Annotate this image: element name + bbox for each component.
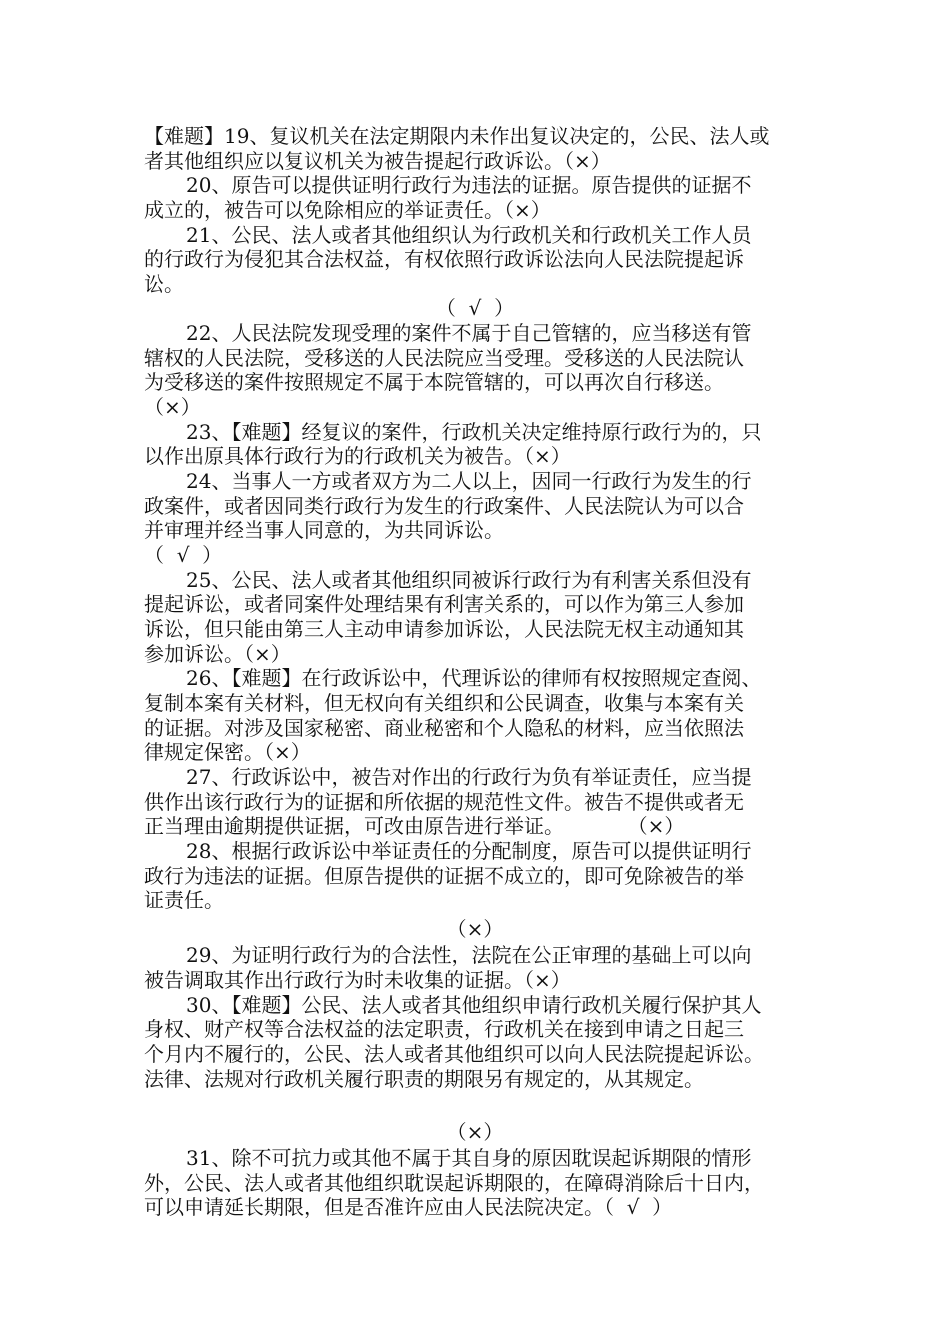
q25-line-4: 参加诉讼。（×） bbox=[144, 642, 291, 666]
q25-line-1: 25、公民、法人或者其他组织同被诉行政行为有利害关系但没有 bbox=[186, 568, 752, 592]
q30-line-2: 身权、财产权等合法权益的法定职责，行政机关在接到申请之日起三 bbox=[144, 1017, 744, 1041]
q24-line-2: 政案件，或者因同类行政行为发生的行政案件、人民法院认为可以合 bbox=[144, 494, 744, 518]
q19-line-1: 【难题】19、复议机关在法定期限内未作出复议决定的，公民、法人或 bbox=[144, 124, 770, 148]
q19-line-2: 者其他组织应以复议机关为被告提起行政诉讼。（×） bbox=[144, 149, 611, 173]
q24-line-1: 24、当事人一方或者双方为二人以上，因同一行政行为发生的行 bbox=[186, 469, 752, 493]
q21-line-3: 讼。 bbox=[144, 272, 184, 296]
q22-line-3: 为受移送的案件按照规定不属于本院管辖的，可以再次自行移送。 bbox=[144, 370, 724, 394]
q30-line-1: 30、【难题】公民、法人或者其他组织申请行政机关履行保护其人 bbox=[186, 993, 762, 1017]
q27-line-1: 27、行政诉讼中，被告对作出的行政行为负有举证责任，应当提 bbox=[186, 765, 752, 789]
q28-line-1: 28、根据行政诉讼中举证责任的分配制度，原告可以提供证明行 bbox=[186, 839, 752, 863]
q21-line-2: 的行政行为侵犯其合法权益，有权依照行政诉讼法向人民法院提起诉 bbox=[144, 247, 744, 271]
q23-line-1: 23、【难题】经复议的案件，行政机关决定维持原行政行为的，只 bbox=[186, 420, 762, 444]
q28-answer: （×） bbox=[446, 917, 504, 941]
q20-line-2: 成立的，被告可以免除相应的举证责任。（×） bbox=[144, 198, 551, 222]
q30-line-3: 个月内不履行的，公民、法人或者其他组织可以向人民法院提起诉讼。 bbox=[144, 1042, 764, 1066]
q22-answer: （×） bbox=[144, 395, 201, 419]
q22-line-1: 22、人民法院发现受理的案件不属于自己管辖的，应当移送有管 bbox=[186, 321, 752, 345]
q30-line-4: 法律、法规对行政机关履行职责的期限另有规定的，从其规定。 bbox=[144, 1067, 704, 1091]
q26-line-1: 26、【难题】在行政诉讼中，代理诉讼的律师有权按照规定查阅、 bbox=[186, 666, 762, 690]
q21-line-1: 21、公民、法人或者其他组织认为行政机关和行政机关工作人员 bbox=[186, 223, 752, 247]
q28-line-3: 证责任。 bbox=[144, 888, 224, 912]
q22-line-2: 辖权的人民法院，受移送的人民法院应当受理。受移送的人民法院认 bbox=[144, 346, 744, 370]
q20-line-1: 20、原告可以提供证明行政行为违法的证据。原告提供的证据不 bbox=[186, 173, 752, 197]
q27-line-2: 供作出该行政行为的证据和所依据的规范性文件。被告不提供或者无 bbox=[144, 790, 744, 814]
q24-answer: （ √ ） bbox=[144, 543, 223, 567]
q31-line-2: 外，公民、法人或者其他组织耽误起诉期限的，在障碍消除后十日内， bbox=[144, 1171, 764, 1195]
q27-line-3: 正当理由逾期提供证据，可改由原告进行举证。 （×） bbox=[144, 814, 685, 838]
q31-line-1: 31、除不可抗力或其他不属于其自身的原因耽误起诉期限的情形 bbox=[186, 1146, 752, 1170]
q26-line-4: 律规定保密。（×） bbox=[144, 740, 311, 764]
q29-line-2: 被告调取其作出行政行为时未收集的证据。（×） bbox=[144, 968, 571, 992]
q31-line-3: 可以申请延长期限，但是否准许应由人民法院决定。（ √ ） bbox=[144, 1195, 673, 1219]
q24-line-3: 并审理并经当事人同意的，为共同诉讼。 bbox=[144, 518, 504, 542]
q25-line-2: 提起诉讼，或者同案件处理结果有利害关系的，可以作为第三人参加 bbox=[144, 592, 744, 616]
q29-line-1: 29、为证明行政行为的合法性，法院在公正审理的基础上可以向 bbox=[186, 943, 752, 967]
q30-answer: （×） bbox=[446, 1120, 504, 1144]
q26-line-3: 的证据。对涉及国家秘密、商业秘密和个人隐私的材料，应当依照法 bbox=[144, 716, 744, 740]
q25-line-3: 诉讼，但只能由第三人主动申请参加诉讼，人民法院无权主动通知其 bbox=[144, 617, 744, 641]
q26-line-2: 复制本案有关材料，但无权向有关组织和公民调查，收集与本案有关 bbox=[144, 691, 744, 715]
q28-line-2: 政行为违法的证据。但原告提供的证据不成立的，即可免除被告的举 bbox=[144, 864, 744, 888]
q23-line-2: 以作出原具体行政行为的行政机关为被告。（×） bbox=[144, 444, 571, 468]
q21-answer: （ √ ） bbox=[435, 296, 515, 320]
